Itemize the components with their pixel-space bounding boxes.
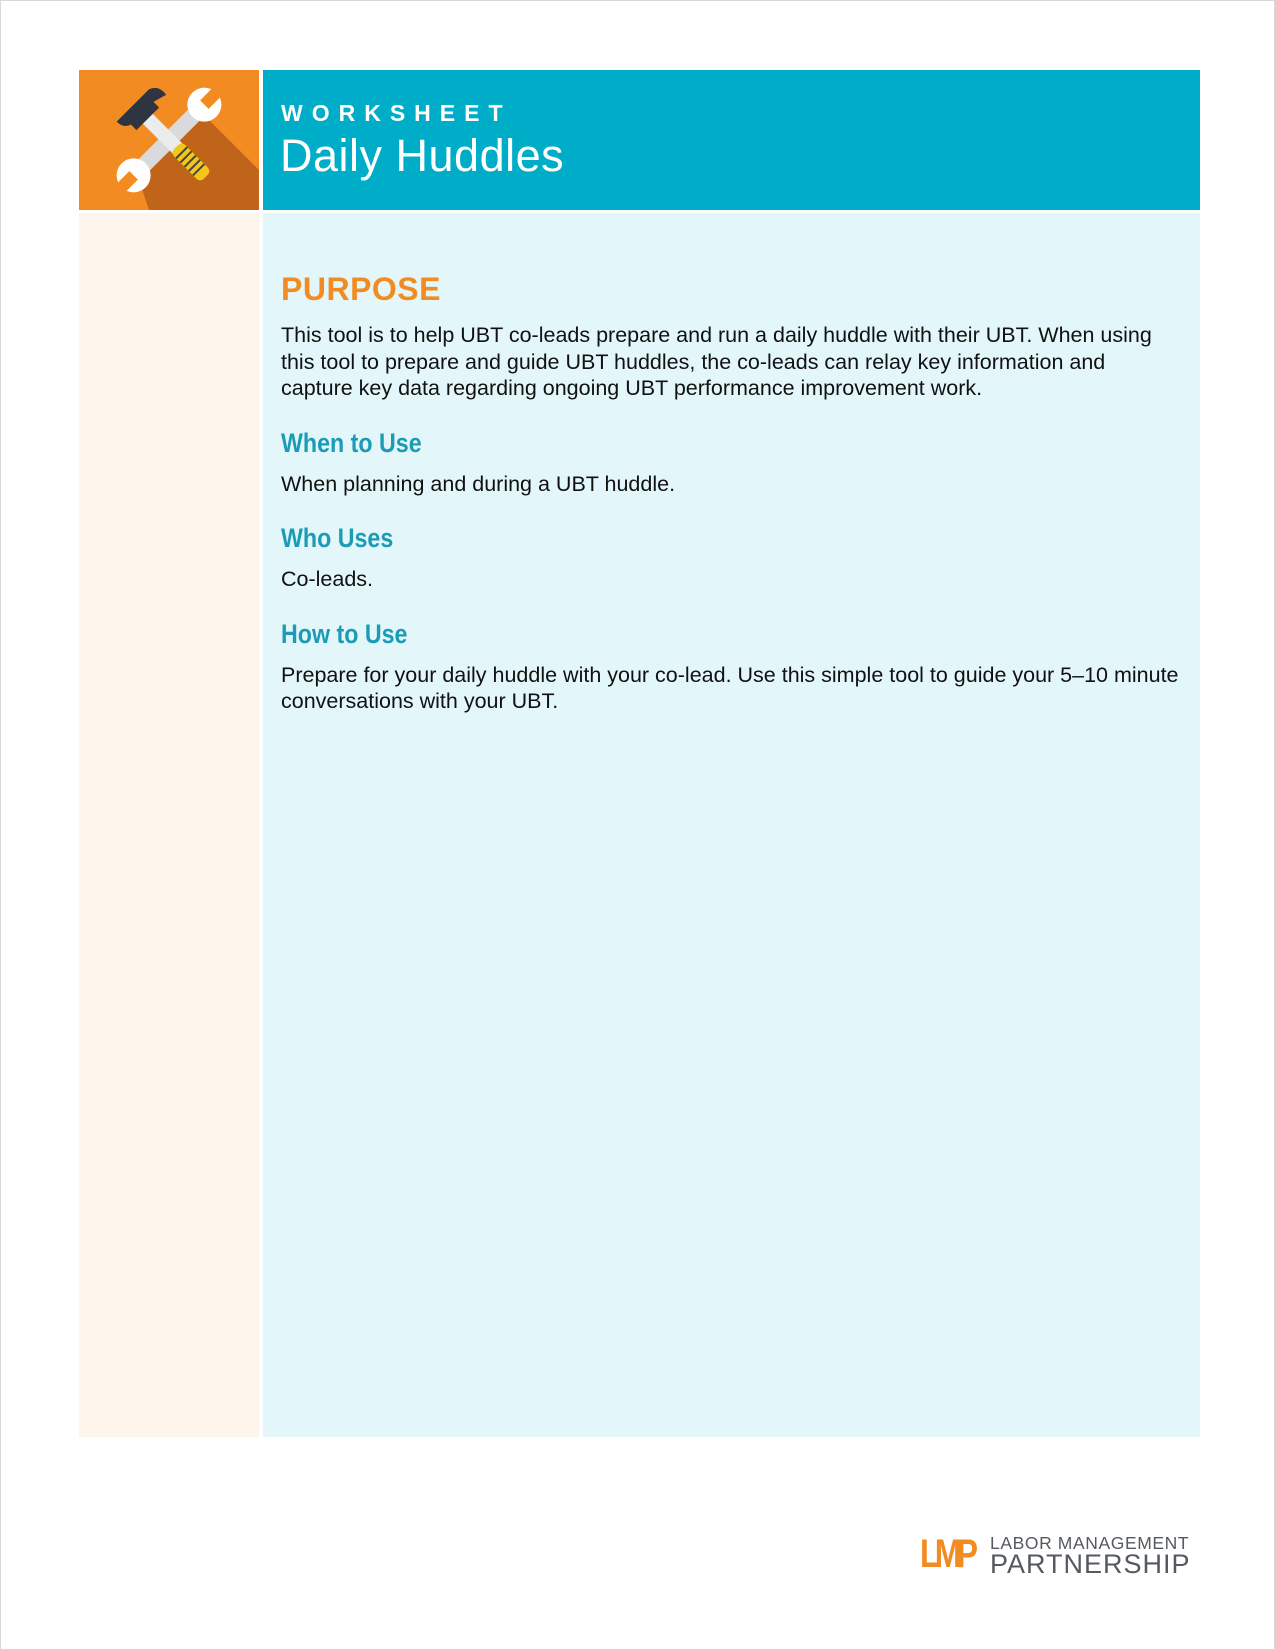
page-title: Daily Huddles bbox=[280, 130, 565, 181]
purpose-text: This tool is to help UBT co-leads prepare and run a daily huddle with their UBT. When using this tool to prepare and guide UBT huddles, the co-leads can relay key information and capture key data regarding ongoing UBT performance improvement work. bbox=[281, 323, 1152, 400]
how-to-use-heading: How to Use bbox=[281, 618, 408, 649]
side-panel bbox=[79, 213, 259, 1437]
logo-mark: LMP bbox=[920, 1532, 974, 1576]
content-area bbox=[281, 271, 1181, 715]
header-band bbox=[263, 70, 1200, 210]
who-uses-heading: Who Uses bbox=[281, 523, 394, 553]
when-to-use-text: When planning and during a UBT huddle. bbox=[281, 471, 676, 496]
when-to-use-heading: When to Use bbox=[281, 427, 422, 458]
labor-management-partnership-logo bbox=[920, 1532, 1200, 1579]
how-to-use-text: Prepare for your daily huddle with your co-lead. Use this simple tool to guide your 5–10 minute conversations with your UBT. bbox=[281, 662, 1179, 713]
who-uses-text: Co-leads. bbox=[281, 567, 374, 591]
tools-icon bbox=[79, 70, 259, 210]
logo-text-line1: LABOR MANAGEMENT bbox=[990, 1533, 1190, 1553]
main-panel bbox=[263, 213, 1200, 1437]
logo-text-line2: PARTNERSHIP bbox=[990, 1549, 1191, 1579]
purpose-heading: PURPOSE bbox=[281, 271, 441, 307]
document-type-label: WORKSHEET bbox=[281, 100, 512, 126]
